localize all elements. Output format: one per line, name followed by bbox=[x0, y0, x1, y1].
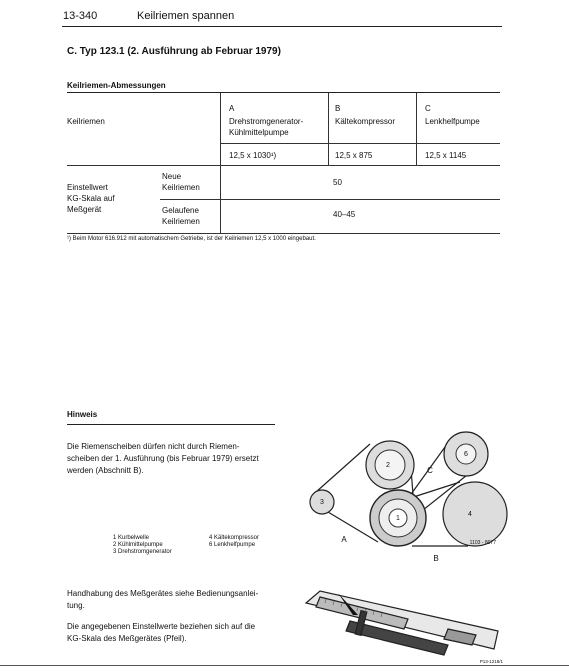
col-a-desc-line2: Kühlmittelpumpe bbox=[229, 128, 289, 137]
handling-paragraph-1 bbox=[67, 588, 282, 612]
table-title-rule bbox=[67, 92, 500, 93]
table-title: Keilriemen-Abmessungen bbox=[67, 81, 166, 90]
new-belt-value: 50 bbox=[333, 178, 342, 187]
legend-item: 2 Kühlmittelpumpe bbox=[113, 542, 163, 548]
note-line: werden (Abschnitt B). bbox=[67, 466, 144, 475]
figure-code: 1103 - 8077 bbox=[469, 540, 496, 546]
note-title: Hinweis bbox=[67, 410, 98, 419]
note-rule bbox=[67, 424, 275, 425]
handling-line: tung. bbox=[67, 601, 85, 610]
table-line bbox=[67, 233, 500, 234]
tool-code: P13-1218/1 bbox=[479, 659, 503, 664]
handling-line: Handhabung des Meßgerätes siehe Bedienungsanlei- bbox=[67, 589, 259, 598]
table-line bbox=[160, 199, 500, 200]
table-line bbox=[220, 93, 221, 233]
legend-left bbox=[113, 535, 172, 556]
used-belt-label-line1: Gelaufene bbox=[162, 206, 199, 215]
col-a-size: 12,5 x 1030¹) bbox=[229, 151, 277, 160]
header-rule bbox=[62, 26, 502, 27]
belt-label: C bbox=[427, 466, 433, 475]
setting-label-line2: KG-Skala auf bbox=[67, 194, 115, 203]
pulley-label: 4 bbox=[468, 511, 472, 518]
pulley-label: 6 bbox=[464, 451, 468, 458]
note-text bbox=[67, 441, 282, 477]
col-c-size: 12,5 x 1145 bbox=[425, 151, 467, 160]
table-line bbox=[220, 143, 500, 144]
col-a-desc-line1: Drehstromgenerator- bbox=[229, 117, 304, 126]
table-line bbox=[328, 93, 329, 165]
legend-item: 4 Kältekompressor bbox=[209, 535, 260, 541]
table-line bbox=[67, 165, 500, 166]
pulley-label: 3 bbox=[320, 499, 324, 506]
handling-line: Die angegebenen Einstellwerte beziehen sich auf die bbox=[67, 622, 256, 631]
page-header-title: Keilriemen spannen bbox=[137, 10, 235, 22]
pulley-label: 1 bbox=[396, 515, 400, 522]
tension-gauge-illustration bbox=[298, 585, 508, 665]
col-b-desc: Kältekompressor bbox=[335, 117, 396, 126]
handling-line: KG-Skala des Meßgerätes (Pfeil). bbox=[67, 634, 187, 643]
table-footnote: ¹) Beim Motor 616.912 mit automatischem Getriebe, ist der Keilriemen 12,5 x 1000 eingebaut. bbox=[67, 236, 316, 242]
section-title: C. Typ 123.1 (2. Ausführung ab Februar 1979) bbox=[67, 46, 281, 57]
page-number: 13-340 bbox=[63, 10, 98, 22]
setting-label-line1: Einstellwert bbox=[67, 183, 108, 192]
used-belt-label-line2: Keilriemen bbox=[162, 217, 200, 226]
col-c-letter: C bbox=[425, 104, 431, 113]
legend-right bbox=[209, 535, 259, 549]
col-c-desc: Lenkhelfpumpe bbox=[425, 117, 480, 126]
used-belt-value: 40–45 bbox=[333, 210, 356, 219]
pulley-label: 2 bbox=[386, 462, 390, 469]
bottom-rule bbox=[0, 665, 569, 666]
note-line: Die Riemenscheiben dürfen nicht durch Riemen- bbox=[67, 442, 240, 451]
handling-paragraph-2 bbox=[67, 621, 282, 645]
pulley-4 bbox=[443, 482, 507, 546]
note-line: scheiben der 1. Ausführung (bis Februar 1979) ersetzt bbox=[67, 454, 259, 463]
legend-item: 6 Lenkhelfpumpe bbox=[209, 542, 256, 548]
table-line bbox=[416, 93, 417, 165]
col-b-letter: B bbox=[335, 104, 341, 113]
col-b-size: 12,5 x 875 bbox=[335, 151, 373, 160]
legend-item: 1 Kurbelwelle bbox=[113, 535, 150, 541]
new-belt-label-line2: Keilriemen bbox=[162, 183, 200, 192]
setting-label-line3: Meßgerät bbox=[67, 205, 102, 214]
legend-item: 3 Drehstromgenerator bbox=[113, 549, 172, 555]
belt-label: B bbox=[433, 554, 439, 563]
new-belt-label-line1: Neue bbox=[162, 172, 182, 181]
belt-drive-diagram bbox=[300, 420, 510, 570]
col-a-letter: A bbox=[229, 104, 235, 113]
row-label-belt: Keilriemen bbox=[67, 117, 105, 126]
belt-label: A bbox=[341, 535, 347, 544]
